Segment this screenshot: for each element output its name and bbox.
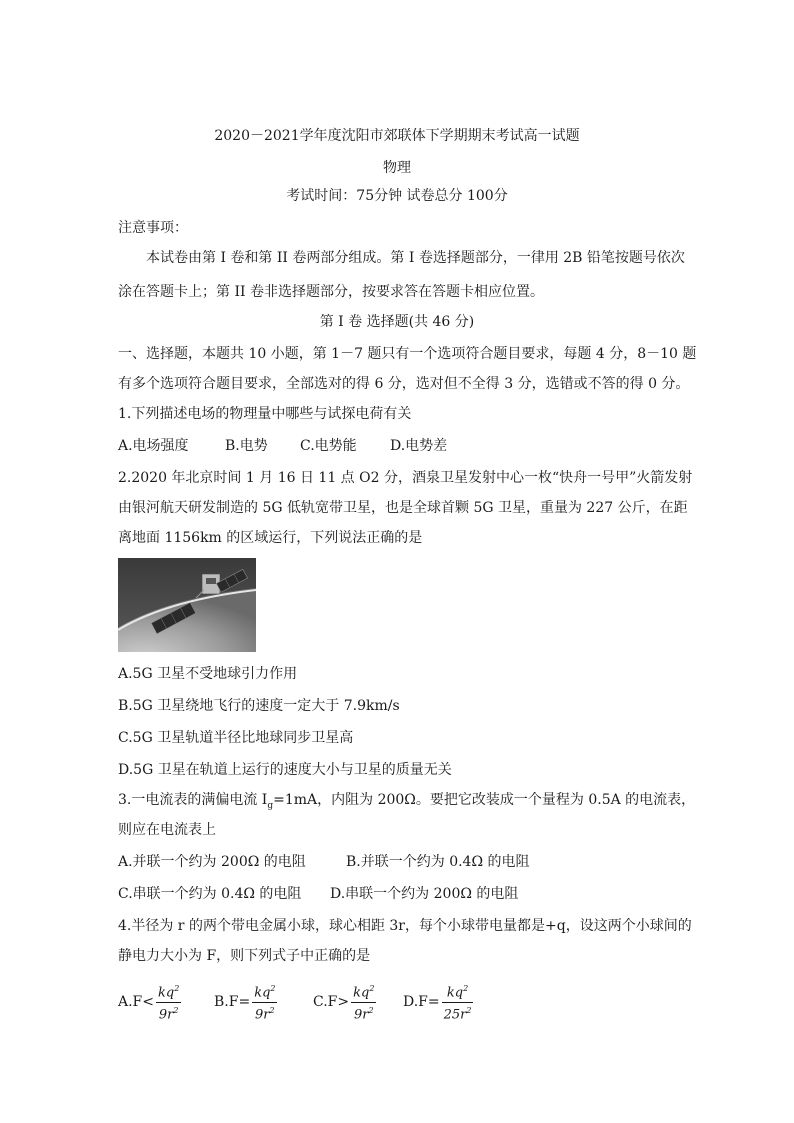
q4-option-b-fraction xyxy=(252,981,277,1023)
q4-option-b-num-exp: 2 xyxy=(270,984,276,994)
q4-option-c xyxy=(313,982,376,1022)
q4-line-2: 静电力大小为 F，则下列式子中正确的是 xyxy=(118,948,371,964)
q4-option-c-denominator: 9r xyxy=(353,1006,369,1022)
q3-line-1 xyxy=(118,790,695,816)
q4-option-b xyxy=(214,982,277,1022)
q3-line-1-part-b: =1mA，内阻为 200Ω。要把它改装成一个量程为 0.5A 的电流表， xyxy=(273,792,696,808)
q3-line-1-part-a: 3.一电流表的满偏电流 I xyxy=(118,792,268,808)
q2-line-3: 离地面 1156km 的区域运行，下列说法正确的是 xyxy=(118,530,423,546)
q4-option-a-fraction xyxy=(156,981,181,1023)
q4-option-c-den-exp: 2 xyxy=(368,1005,374,1015)
q4-option-a-lead: A.F< xyxy=(118,994,155,1010)
subject-title: 物理 xyxy=(383,160,411,176)
exam-title: 2020－2021学年度沈阳市郊联体下学期期末考试高一试题 xyxy=(214,128,580,144)
section-title: 第 I 卷 选择题(共 46 分) xyxy=(319,314,475,330)
q4-option-d-fraction xyxy=(442,981,474,1023)
q3-option-d: D.串联一个约为 200Ω 的电阻 xyxy=(330,886,519,902)
satellite-photo xyxy=(118,558,256,652)
q4-option-b-numerator: kq xyxy=(254,985,271,1001)
section-intro-1: 一、选择题，本题共 10 小题，第 1－7 题只有一个选项符合题目要求，每题 4 分，8－10 题 xyxy=(118,346,697,362)
q3-line-2: 则应在电流表上 xyxy=(118,822,216,838)
q4-option-b-denominator: 9r xyxy=(255,1006,270,1022)
q4-line-1: 4.半径为 r 的两个带电金属小球，球心相距 3r，每个小球带电量都是+q，设这两个小球间的 xyxy=(118,918,692,934)
q3-option-c: C.串联一个约为 0.4Ω 的电阻 xyxy=(118,886,302,902)
q4-option-d xyxy=(403,982,473,1022)
q3-subscript-g: g xyxy=(267,800,274,811)
q2-line-2: 由银河航天研发制造的 5G 低轨宽带卫星，也是全球首颗 5G 卫星，重量为 227 公斤，在距 xyxy=(118,500,688,516)
q2-line-1: 2.2020 年北京时间 1 月 16 日 11 点 O2 分，酒泉卫星发射中心一枚“快舟一号甲”火箭发射 xyxy=(118,470,693,486)
q4-option-c-num-exp: 2 xyxy=(369,984,375,994)
section-intro-2: 有多个选项符合题目要求，全部选对的得 6 分，选对但不全得 3 分，选错或不答的得 0 分。 xyxy=(118,376,690,392)
q4-option-c-fraction xyxy=(351,981,376,1023)
q4-option-d-den-exp: 2 xyxy=(466,1005,472,1015)
notice-line-1: 本试卷由第 I 卷和第 II 卷两部分组成。第 I 卷选择题部分，一律用 2B 铅笔按题号依次 xyxy=(146,250,685,266)
q4-option-c-numerator: kq xyxy=(353,985,370,1001)
notice-heading: 注意事项： xyxy=(118,220,188,236)
q2-option-c: C.5G 卫星轨道半径比地球同步卫星高 xyxy=(118,730,354,746)
notice-line-2: 涂在答题卡上；第 II 卷非选择题部分，按要求答在答题卡相应位置。 xyxy=(118,284,544,300)
q1-option-b: B.电势 xyxy=(225,438,268,454)
q1-option-d: D.电势差 xyxy=(390,438,448,454)
q2-option-d: D.5G 卫星在轨道上运行的速度大小与卫星的质量无关 xyxy=(118,762,452,778)
q4-option-b-den-exp: 2 xyxy=(269,1005,275,1015)
q4-option-c-lead: C.F> xyxy=(313,994,350,1010)
q4-option-a-denominator: 9r xyxy=(158,1006,174,1022)
q1-option-c: C.电势能 xyxy=(300,438,357,454)
q1-option-a: A.电场强度 xyxy=(118,438,189,454)
q4-option-a-num-exp: 2 xyxy=(174,984,180,994)
q3-option-a: A.并联一个约为 200Ω 的电阻 xyxy=(118,854,306,870)
q4-option-b-lead: B.F= xyxy=(214,994,251,1010)
q4-option-a xyxy=(118,982,181,1022)
q4-option-d-numerator: kq xyxy=(446,985,464,1001)
q4-option-a-den-exp: 2 xyxy=(173,1005,179,1015)
q2-option-a: A.5G 卫星不受地球引力作用 xyxy=(118,666,298,682)
q3-option-b: B.并联一个约为 0.4Ω 的电阻 xyxy=(346,854,530,870)
q4-option-a-numerator: kq xyxy=(158,985,175,1001)
q4-option-d-denominator: 25r xyxy=(443,1006,467,1022)
q1-stem: 1.下列描述电场的物理量中哪些与试探电荷有关 xyxy=(118,406,412,422)
exam-info: 考试时间：75分钟 试卷总分 100分 xyxy=(286,188,508,204)
q4-option-d-num-exp: 2 xyxy=(463,984,469,994)
q4-option-d-lead: D.F= xyxy=(403,994,440,1010)
q2-option-b: B.5G 卫星绕地飞行的速度一定大于 7.9km/s xyxy=(118,698,400,714)
